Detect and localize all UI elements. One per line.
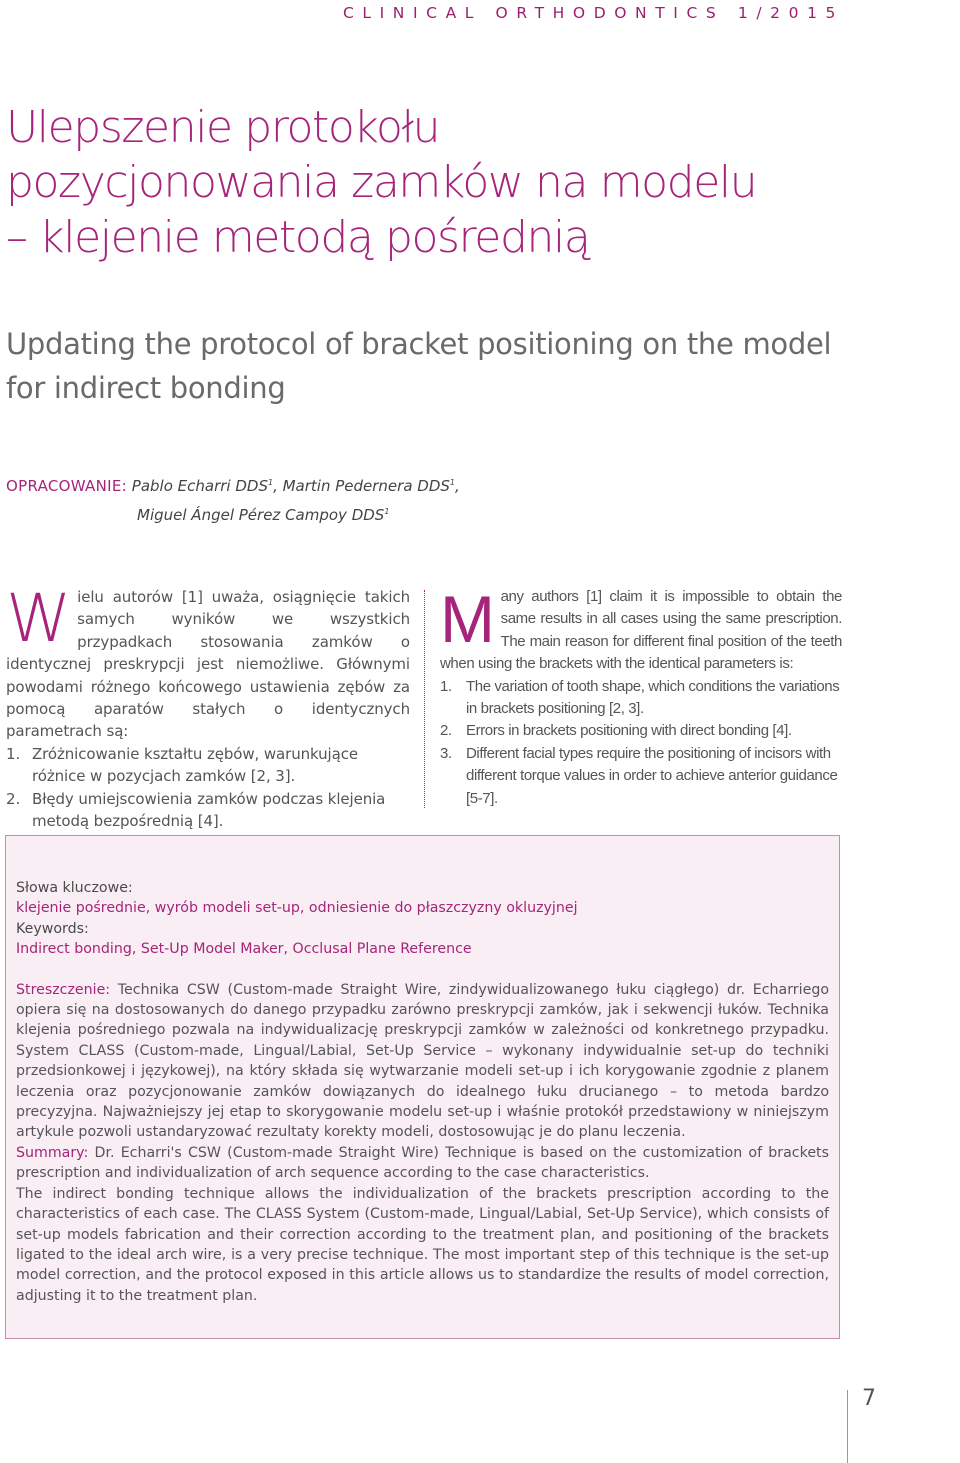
abstract-english: Summary: Dr. Echarri's CSW (Custom-made Straight Wire) Technique is based on the customization of brackets prescription and individualization of arch sequence according to the case characteristics.: [16, 1144, 829, 1182]
keywords-pl-label: Słowa kluczowe:: [16, 880, 133, 896]
subtitle-line: Updating the protocol of bracket positioning on the model: [6, 327, 832, 361]
article-title: [6, 100, 756, 265]
authors-label: OPRACOWANIE:: [6, 477, 127, 495]
author-names-line2: Miguel Ángel Pérez Campoy DDS$^1$: [137, 506, 390, 524]
authors-block: [6, 470, 460, 528]
title-line: Ulepszenie protokołu: [6, 102, 440, 153]
title-line: – klejenie metodą pośrednią: [6, 212, 590, 263]
page-number-rule: [847, 1390, 848, 1463]
reasons-list: [440, 676, 842, 810]
list-item: 2. Błędy umiejscowienia zamków podczas klejenia metodą bezpośrednią [4].: [6, 789, 386, 831]
article-subtitle: [6, 322, 831, 410]
intro-paragraph: any authors [1] claim it is impossible to obtain the same results in all cases using the same prescription. The main reason for different final position of the teeth when using the brackets with the identical parameters is:: [440, 588, 842, 673]
abstract-box: [5, 835, 840, 1339]
subtitle-line: for indirect bonding: [6, 371, 286, 405]
keywords-en: Indirect bonding, Set-Up Model Maker, Occlusal Plane Reference: [16, 941, 472, 958]
list-item: 2. Errors in brackets positioning with direct bonding [4].: [440, 722, 792, 740]
dropcap: M: [440, 582, 495, 656]
author-names-line1: Pablo Echarri DDS$^1$, Martin Pedernera DDS$^1$,: [131, 477, 460, 495]
list-item: 3. Different facial types require the positioning of incisors with different torque values in order to achieve anterior guidance [5-7].: [440, 744, 838, 807]
abstract-english-2: The indirect bonding technique allows the individualization of the brackets prescription according to the characteristics of each case. The CLASS System (Custom-made, Lingual/Labial, Set-Up Service), which consists of set-up models fabrication and their correction according to the treatment plan, and positioning of the brackets ligated to the ideal arch wire, is a very precise technique. The most important step of this technique is the set-up model correction, and the protocol exposed in this article allows us to standardize the results of model correction, adjusting it to the treatment plan.: [16, 1185, 829, 1304]
keywords-en-label: Keywords:: [16, 920, 89, 937]
abstract-pl-label: Streszczenie:: [16, 981, 111, 998]
keywords-pl: klejenie pośrednie, wyrób modeli set-up, odniesienie do płaszczyzny okluzyjnej: [16, 900, 578, 917]
intro-paragraph: ielu autorów [1] uważa, osiągnięcie takich samych wyników we wszystkich przypadkach stosowania zamków o identycznej preskrypcji jest niemożliwe. Głównymi powodami różnego końcowego ustawienia zębów za pomocą aparatów stałych o identycznych parametrach są:: [6, 588, 410, 741]
abstract-en-label: Summary:: [16, 1144, 89, 1161]
journal-header: CLINICAL ORTHODONTICS 1/2015: [342, 4, 844, 22]
column-divider: [424, 590, 425, 808]
intro-polish: [6, 580, 410, 832]
reasons-list: [6, 743, 410, 833]
dropcap: W: [6, 580, 72, 657]
page-number: 7: [862, 1386, 876, 1411]
title-line: pozycjonowania zamków na modelu: [6, 157, 757, 208]
list-item: 1. The variation of tooth shape, which conditions the variations in brackets positioning [2, 3].: [440, 677, 840, 718]
intro-english: [440, 582, 842, 810]
list-item: 1. Zróżnicowanie kształtu zębów, warunkujące różnice w pozycjach zamków [2, 3].: [6, 744, 358, 786]
abstract-polish: Streszczenie: Technika CSW (Custom-made Straight Wire, zindywidualizowanego łuku ciągłego) dr. Echarriego opiera się na dostosowanych do danego przypadku zarówno preskrypcji zamków, jak i sekwencji łuków. Technika klejenia pośredniego pozwala na indywidualizację preskrypcji zamków w zależności od konkretnego przypadku. System CLASS (Custom-made, Lingual/Labial, Set-Up Service – wykonany indywidualnie set-up do techniki przedsionkowej i językowej), na który składa się wytwarzanie modeli set-up i ich korygowanie zgodnie z planem leczenia oraz pozycjonowanie zamków dowiązanych do idealnego łuku drucianego – to metoda bardzo precyzyjna. Najważniejszy jej etap to skorygowanie modelu set-up i właśnie protokół przedstawiony w niniejszym artykule pozwoli ustandaryzować rezultaty korekty modeli, dostosowując je do planu leczenia.: [16, 981, 829, 1141]
